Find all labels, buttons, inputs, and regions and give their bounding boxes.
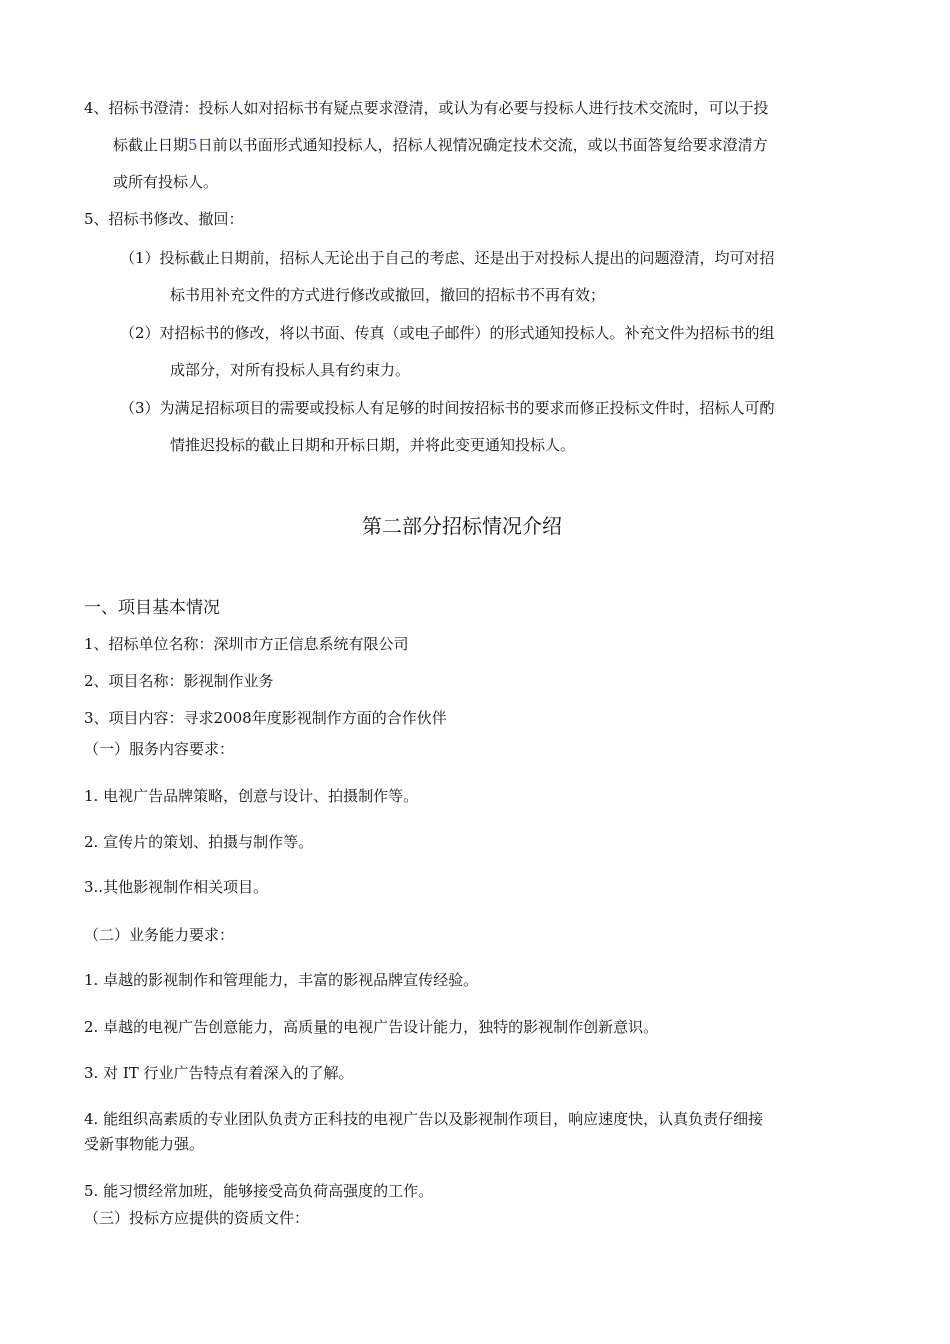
clarification-text-a: 标截止日期 xyxy=(113,136,189,154)
ability-item-1: 1. 卓越的影视制作和管理能力，丰富的影视品牌宣传经验。 xyxy=(84,971,479,989)
modification-heading: 5、招标书修改、撤回： xyxy=(84,210,244,228)
modification-item-3-line-2: 情推迟投标的截止日期和开标日期，并将此变更通知投标人。 xyxy=(170,436,576,454)
ability-requirements-heading: （二）业务能力要求： xyxy=(84,926,235,944)
ability-item-5: 5. 能习惯经常加班，能够接受高负荷高强度的工作。 xyxy=(84,1182,434,1200)
service-requirements-heading: （一）服务内容要求： xyxy=(84,740,235,758)
clarification-line-1: 4、招标书澄清：投标人如对招标书有疑点要求澄清，或认为有必要与投标人进行技术交流时，可以于投 xyxy=(84,99,769,117)
project-basic-heading: 一、项目基本情况 xyxy=(84,598,220,618)
bidder-name: 1、招标单位名称：深圳市方正信息系统有限公司 xyxy=(84,635,409,653)
modification-item-2-line-1: （2）对招标书的修改，将以书面、传真（或电子邮件）的形式通知投标人。补充文件为招标书的组 xyxy=(120,324,775,342)
modification-item-3-line-1: （3）为满足招标项目的需要或投标人有足够的时间按招标书的要求而修正投标文件时，招标人可酌 xyxy=(120,399,775,417)
modification-item-1-line-2: 标书用补充文件的方式进行修改或撤回，撤回的招标书不再有效； xyxy=(170,286,606,304)
clarification-days-number: 5 xyxy=(188,136,198,154)
section-title: 第二部分招标情况介绍 xyxy=(362,514,562,538)
ability-item-4-line-1: 4. 能组织高素质的专业团队负责方正科技的电视广告以及影视制作项目，响应速度快，认真负责仔细接 xyxy=(84,1110,764,1128)
ability-item-4-line-2: 受新事物能力强。 xyxy=(84,1135,205,1153)
service-item-1: 1. 电视广告品牌策略，创意与设计、拍摄制作等。 xyxy=(84,787,419,805)
service-item-2: 2. 宣传片的策划、拍摄与制作等。 xyxy=(84,833,314,851)
ability-item-3: 3. 对 IT 行业广告特点有着深入的了解。 xyxy=(84,1064,354,1082)
clarification-line-3: 或所有投标人。 xyxy=(113,173,219,191)
clarification-text-b: 日前以书面形式通知投标人，招标人视情况确定技术交流，或以书面答复给要求澄清方 xyxy=(197,136,768,154)
project-content: 3、项目内容：寻求2008年度影视制作方面的合作伙伴 xyxy=(84,709,447,727)
qualification-docs-heading: （三）投标方应提供的资质文件： xyxy=(84,1209,310,1227)
modification-item-2-line-2: 成部分，对所有投标人具有约束力。 xyxy=(170,361,411,379)
service-item-3: 3..其他影视制作相关项目。 xyxy=(84,878,269,896)
ability-item-2: 2. 卓越的电视广告创意能力，高质量的电视广告设计能力，独特的影视制作创新意识。 xyxy=(84,1018,659,1036)
project-name: 2、项目名称：影视制作业务 xyxy=(84,672,274,690)
clarification-line-2 xyxy=(113,135,768,155)
modification-item-1-line-1: （1）投标截止日期前，招标人无论出于自己的考虑、还是出于对投标人提出的问题澄清，均可对招 xyxy=(120,249,775,267)
